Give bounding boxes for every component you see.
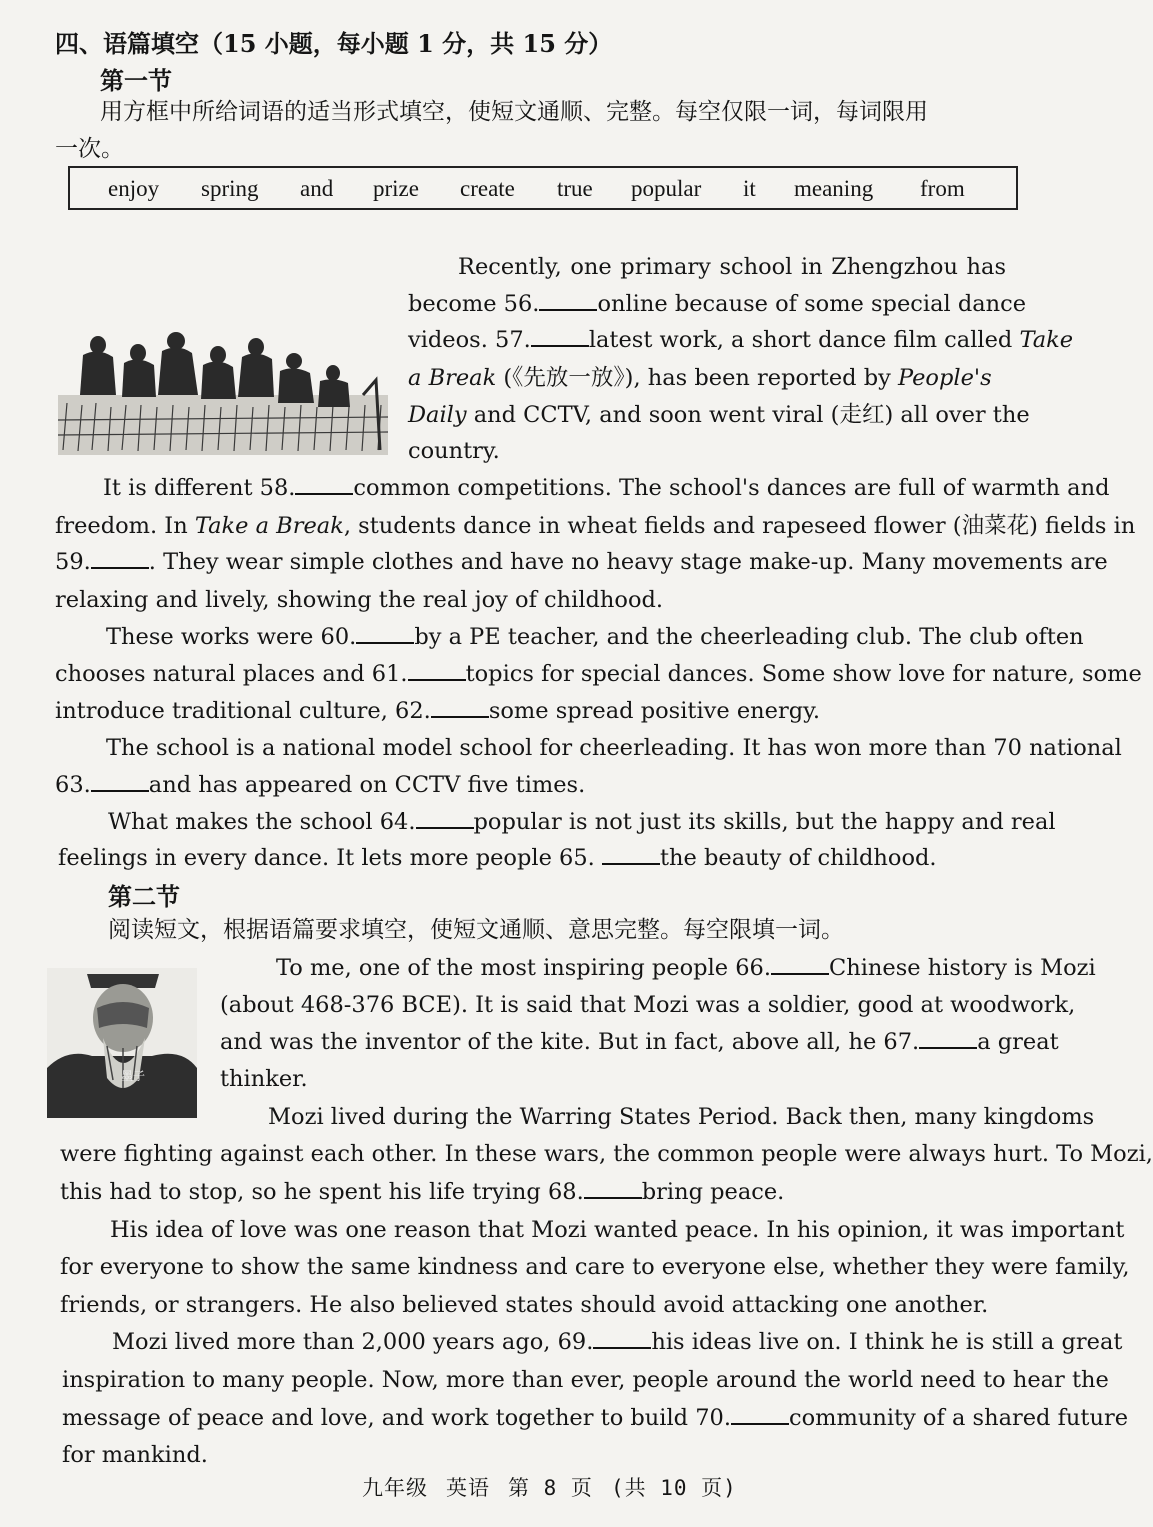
p2-text: bring peace. [641, 1179, 785, 1205]
p2-text: and was the inventor of the kite. But in fact, above all, he 67. [220, 1029, 920, 1055]
answer-blank-57[interactable] [531, 325, 589, 347]
p1-italic: Daily [408, 402, 467, 428]
p1-italic: a Break [408, 365, 497, 391]
word-bank-item: and [300, 176, 334, 201]
p1-line-1: Recently, one primary school in Zhengzhou has [458, 254, 1006, 280]
answer-blank-59[interactable] [91, 547, 149, 569]
p1-text: chooses natural places and 61. [55, 661, 408, 687]
word-bank-item: it [743, 176, 756, 201]
p1-line-9 [55, 544, 1108, 581]
p1-line-6: country. [408, 438, 500, 464]
p1-line-14: The school is a national model school for cheerleading. It has won more than 70 national [106, 735, 1122, 761]
word-bank-item: popular [631, 176, 702, 201]
p1-text: What makes the school 64. [108, 809, 416, 835]
dance-photo-image [58, 325, 388, 455]
p2-text: a great [977, 1029, 1059, 1055]
p1-text: topics for special dances. Some show love for nature, some [465, 661, 1142, 687]
p1-line-11 [106, 619, 1084, 656]
p1-line-10: relaxing and lively, showing the real joy of childhood. [55, 587, 664, 613]
part1-instruction-line1: 用方框中所给词语的适当形式填空，使短文通顺、完整。每空仅限一词，每词限用 [100, 99, 928, 125]
word-bank-item: create [460, 176, 515, 201]
p2-line-11 [112, 1324, 1123, 1361]
answer-blank-69[interactable] [593, 1327, 651, 1349]
p1-text: latest work, a short dance film called [588, 327, 1013, 353]
p1-line-8 [55, 508, 1136, 545]
p2-line-5: Mozi lived during the Warring States Period. Back then, many kingdoms [268, 1104, 1095, 1130]
p1-text: online because of some special dance [597, 291, 1027, 317]
p1-text: popular is not just its skills, but the happy and real [473, 809, 1056, 835]
p1-text: . They wear simple clothes and have no heavy stage make-up. Many movements are [148, 549, 1108, 575]
p2-line-6: were fighting against each other. In these wars, the common people were always hurt. To Mozi, [60, 1141, 1153, 1167]
p1-text: feelings in every dance. It lets more people 65. [58, 845, 595, 871]
p1-text: freedom. In [55, 513, 195, 539]
p1-italic: Take a Break [194, 513, 344, 539]
p1-text: common competitions. The school's dances are full of warmth and [353, 475, 1110, 501]
word-bank-item: true [557, 176, 593, 201]
footer-total: (共 10 页) [610, 1476, 737, 1500]
answer-blank-63[interactable] [91, 770, 149, 792]
part2-title: 第二节 [108, 882, 180, 911]
word-bank-item: meaning [794, 176, 874, 201]
p2-text: Mozi lived more than 2,000 years ago, 69. [112, 1329, 594, 1355]
p2-line-8: His idea of love was one reason that Mozi wanted peace. In his opinion, it was important [110, 1217, 1125, 1243]
p1-line-17 [58, 840, 937, 877]
answer-blank-61[interactable] [408, 659, 466, 681]
p1-text: the beauty of childhood. [659, 845, 937, 871]
p1-text: (《先放一放》), has been reported by [496, 365, 898, 391]
answer-blank-66[interactable] [771, 953, 829, 975]
answer-blank-64[interactable] [416, 807, 474, 829]
p1-line-4 [408, 360, 1008, 397]
p2-line-3 [220, 1024, 1059, 1061]
word-bank-item: from [920, 176, 965, 201]
p1-italic: Take [1019, 327, 1074, 353]
p1-text: It is different 58. [103, 475, 296, 501]
portrait-caption: 墨子 [121, 1069, 146, 1083]
p1-line-13 [55, 693, 820, 730]
p2-line-12: inspiration to many people. Now, more than ever, people around the world need to hear the [62, 1367, 1109, 1393]
answer-blank-67[interactable] [919, 1027, 977, 1049]
answer-blank-60[interactable] [356, 622, 414, 644]
p2-text: community of a shared future [789, 1405, 1129, 1431]
footer-subject: 英语 [446, 1476, 490, 1500]
p1-text: 63. [55, 772, 91, 798]
answer-blank-56[interactable] [539, 289, 597, 311]
p2-line-9: for everyone to show the same kindness and care to everyone else, whether they were family, [60, 1254, 1130, 1280]
p1-line-5 [408, 397, 1030, 434]
part2-instruction: 阅读短文，根据语篇要求填空，使短文通顺、意思完整。每空限填一词。 [108, 917, 844, 943]
p1-text: These works were 60. [106, 624, 357, 650]
p2-text: this had to stop, so he spent his life trying 68. [60, 1179, 584, 1205]
p2-line-10: friends, or strangers. He also believed states should avoid attacking one another. [60, 1292, 989, 1318]
p2-line-13 [62, 1400, 1129, 1437]
p1-text: , students dance in wheat fields and rapeseed flower (油菜花) fields in [343, 513, 1136, 539]
p1-text: introduce traditional culture, 62. [55, 698, 431, 724]
word-bank-item: prize [373, 176, 419, 201]
p1-text: and CCTV, and soon went viral (走红) all over the [466, 402, 1030, 428]
part1-title: 第一节 [100, 66, 172, 95]
p1-line-7 [103, 470, 1110, 507]
p2-line-14: for mankind. [62, 1442, 208, 1468]
p1-line-12 [55, 656, 1142, 693]
answer-blank-65[interactable] [602, 843, 660, 865]
p2-line-2: (about 468-376 BCE). It is said that Mozi was a soldier, good at woodwork, [220, 992, 1076, 1018]
p1-text: videos. 57. [408, 327, 531, 353]
answer-blank-58[interactable] [295, 473, 353, 495]
part1-instruction-line2: 一次。 [55, 136, 124, 162]
p1-line-2 [408, 286, 1027, 323]
section-title: 四、语篇填空（15 小题，每小题 1 分，共 15 分） [55, 29, 613, 58]
word-bank-item: spring [201, 176, 259, 201]
p1-text: by a PE teacher, and the cheerleading club. The club often [414, 624, 1084, 650]
p2-text: Chinese history is Mozi [829, 955, 1096, 981]
p1-line-3 [408, 322, 1074, 359]
answer-blank-70[interactable] [731, 1403, 789, 1425]
footer-grade: 九年级 [362, 1476, 428, 1500]
p2-text: his ideas live on. I think he is still a great [651, 1329, 1123, 1355]
word-bank-box [68, 166, 1018, 210]
p1-text: 59. [55, 549, 91, 575]
p1-italic: People's [897, 365, 992, 391]
answer-blank-62[interactable] [431, 696, 489, 718]
p1-text: some spread positive energy. [488, 698, 820, 724]
p2-line-1 [276, 950, 1096, 987]
p1-line-15 [55, 767, 585, 804]
p2-line-7 [60, 1174, 784, 1211]
footer-page: 第 8 页 [508, 1476, 593, 1500]
p1-text: and has appeared on CCTV five times. [148, 772, 586, 798]
answer-blank-68[interactable] [584, 1177, 642, 1199]
page-footer [362, 1472, 755, 1502]
p2-line-4: thinker. [220, 1066, 308, 1092]
p2-text: To me, one of the most inspiring people 66. [276, 955, 772, 981]
p1-text: become 56. [408, 291, 540, 317]
p1-line-16 [108, 804, 1056, 841]
word-bank-item: enjoy [108, 176, 160, 201]
p2-text: message of peace and love, and work together to build 70. [62, 1405, 732, 1431]
mozi-portrait-image [47, 968, 197, 1118]
